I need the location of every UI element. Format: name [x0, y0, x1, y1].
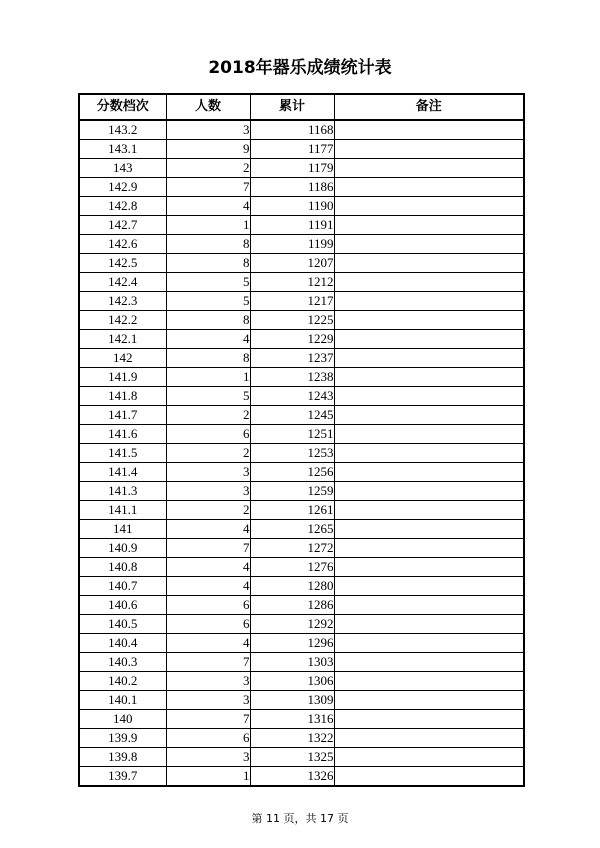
note-cell [334, 406, 524, 425]
score-cell: 141.7 [79, 406, 166, 425]
count-cell: 8 [166, 349, 250, 368]
score-cell: 143 [79, 159, 166, 178]
note-cell [334, 349, 524, 368]
page-title: 2018年器乐成绩统计表 [208, 58, 392, 78]
count-cell: 8 [166, 311, 250, 330]
cumulative-cell: 1280 [250, 577, 334, 596]
score-cell: 141.1 [79, 501, 166, 520]
table-row [79, 463, 524, 482]
cumulative-cell: 1303 [250, 653, 334, 672]
count-cell: 6 [166, 425, 250, 444]
table-row [79, 273, 524, 292]
cumulative-cell: 1326 [250, 767, 334, 787]
cumulative-cell: 1229 [250, 330, 334, 349]
note-cell [334, 748, 524, 767]
score-cell: 140.7 [79, 577, 166, 596]
count-cell: 1 [166, 216, 250, 235]
note-cell [334, 729, 524, 748]
table-row [79, 349, 524, 368]
count-cell: 3 [166, 748, 250, 767]
table-row [79, 729, 524, 748]
score-cell: 142.7 [79, 216, 166, 235]
note-cell [334, 254, 524, 273]
count-cell: 4 [166, 520, 250, 539]
table-row [79, 197, 524, 216]
score-table [78, 93, 525, 787]
score-cell: 142.2 [79, 311, 166, 330]
cumulative-cell: 1238 [250, 368, 334, 387]
table-row [79, 216, 524, 235]
table-row [79, 368, 524, 387]
note-cell [334, 672, 524, 691]
note-cell [334, 596, 524, 615]
score-cell: 142.9 [79, 178, 166, 197]
table-row [79, 558, 524, 577]
cumulative-cell: 1253 [250, 444, 334, 463]
score-cell: 142.8 [79, 197, 166, 216]
count-cell: 2 [166, 501, 250, 520]
count-cell: 3 [166, 672, 250, 691]
score-cell: 140 [79, 710, 166, 729]
cumulative-cell: 1259 [250, 482, 334, 501]
count-cell: 5 [166, 292, 250, 311]
note-cell [334, 577, 524, 596]
table-row [79, 292, 524, 311]
table-row [79, 691, 524, 710]
cumulative-cell: 1325 [250, 748, 334, 767]
score-cell: 139.7 [79, 767, 166, 787]
note-cell [334, 501, 524, 520]
score-cell: 141.4 [79, 463, 166, 482]
note-cell [334, 387, 524, 406]
score-cell: 140.5 [79, 615, 166, 634]
score-cell: 140.2 [79, 672, 166, 691]
note-cell [334, 767, 524, 787]
table-row [79, 482, 524, 501]
note-cell [334, 330, 524, 349]
count-cell: 8 [166, 254, 250, 273]
score-cell: 140.4 [79, 634, 166, 653]
note-cell [334, 120, 524, 140]
score-cell: 142.6 [79, 235, 166, 254]
score-cell: 140.8 [79, 558, 166, 577]
header-note: 备注 [334, 94, 524, 120]
count-cell: 5 [166, 387, 250, 406]
cumulative-cell: 1316 [250, 710, 334, 729]
note-cell [334, 235, 524, 254]
cumulative-cell: 1286 [250, 596, 334, 615]
table-row [79, 178, 524, 197]
count-cell: 7 [166, 710, 250, 729]
score-cell: 142.4 [79, 273, 166, 292]
count-cell: 3 [166, 691, 250, 710]
score-cell: 140.6 [79, 596, 166, 615]
page-footer: 第 11 页，共 17 页 [251, 812, 349, 825]
count-cell: 6 [166, 615, 250, 634]
count-cell: 6 [166, 729, 250, 748]
score-cell: 140.1 [79, 691, 166, 710]
count-cell: 9 [166, 140, 250, 159]
note-cell [334, 539, 524, 558]
table-row [79, 577, 524, 596]
note-cell [334, 197, 524, 216]
cumulative-cell: 1265 [250, 520, 334, 539]
note-cell [334, 178, 524, 197]
note-cell [334, 691, 524, 710]
table-row [79, 653, 524, 672]
score-cell: 142.5 [79, 254, 166, 273]
note-cell [334, 710, 524, 729]
cumulative-cell: 1306 [250, 672, 334, 691]
score-cell: 141.6 [79, 425, 166, 444]
table-row [79, 615, 524, 634]
count-cell: 3 [166, 120, 250, 140]
cumulative-cell: 1212 [250, 273, 334, 292]
count-cell: 4 [166, 634, 250, 653]
cumulative-cell: 1251 [250, 425, 334, 444]
table-row [79, 672, 524, 691]
cumulative-cell: 1190 [250, 197, 334, 216]
note-cell [334, 368, 524, 387]
table-row [79, 254, 524, 273]
cumulative-cell: 1309 [250, 691, 334, 710]
count-cell: 5 [166, 273, 250, 292]
header-count: 人数 [166, 94, 250, 120]
note-cell [334, 311, 524, 330]
table-row [79, 425, 524, 444]
count-cell: 2 [166, 159, 250, 178]
note-cell [334, 140, 524, 159]
table-row [79, 710, 524, 729]
count-cell: 4 [166, 197, 250, 216]
cumulative-cell: 1186 [250, 178, 334, 197]
note-cell [334, 216, 524, 235]
score-cell: 142.1 [79, 330, 166, 349]
score-cell: 139.8 [79, 748, 166, 767]
table-row [79, 140, 524, 159]
table-row [79, 235, 524, 254]
cumulative-cell: 1207 [250, 254, 334, 273]
table-row [79, 330, 524, 349]
score-cell: 143.1 [79, 140, 166, 159]
score-cell: 140.9 [79, 539, 166, 558]
count-cell: 2 [166, 406, 250, 425]
note-cell [334, 463, 524, 482]
cumulative-cell: 1191 [250, 216, 334, 235]
count-cell: 4 [166, 330, 250, 349]
cumulative-cell: 1256 [250, 463, 334, 482]
table-row [79, 444, 524, 463]
count-cell: 7 [166, 539, 250, 558]
score-cell: 142.3 [79, 292, 166, 311]
cumulative-cell: 1296 [250, 634, 334, 653]
cumulative-cell: 1292 [250, 615, 334, 634]
table-row [79, 596, 524, 615]
header-cumulative: 累计 [250, 94, 334, 120]
table-row [79, 520, 524, 539]
table-row [79, 159, 524, 178]
note-cell [334, 653, 524, 672]
score-cell: 141.5 [79, 444, 166, 463]
count-cell: 1 [166, 767, 250, 787]
cumulative-cell: 1168 [250, 120, 334, 140]
table-row [79, 539, 524, 558]
note-cell [334, 292, 524, 311]
table-row [79, 748, 524, 767]
count-cell: 4 [166, 558, 250, 577]
cumulative-cell: 1237 [250, 349, 334, 368]
score-cell: 140.3 [79, 653, 166, 672]
count-cell: 3 [166, 482, 250, 501]
table-row [79, 387, 524, 406]
table-row [79, 406, 524, 425]
note-cell [334, 615, 524, 634]
score-cell: 143.2 [79, 120, 166, 140]
table-row [79, 120, 524, 140]
cumulative-cell: 1261 [250, 501, 334, 520]
table-row [79, 767, 524, 787]
cumulative-cell: 1217 [250, 292, 334, 311]
cumulative-cell: 1179 [250, 159, 334, 178]
score-cell: 142 [79, 349, 166, 368]
cumulative-cell: 1276 [250, 558, 334, 577]
table-header-row [79, 94, 524, 120]
count-cell: 3 [166, 463, 250, 482]
count-cell: 7 [166, 653, 250, 672]
cumulative-cell: 1225 [250, 311, 334, 330]
note-cell [334, 520, 524, 539]
note-cell [334, 558, 524, 577]
cumulative-cell: 1177 [250, 140, 334, 159]
score-cell: 141.8 [79, 387, 166, 406]
table-body [79, 120, 524, 786]
score-cell: 141.3 [79, 482, 166, 501]
note-cell [334, 482, 524, 501]
table-row [79, 501, 524, 520]
cumulative-cell: 1322 [250, 729, 334, 748]
cumulative-cell: 1243 [250, 387, 334, 406]
count-cell: 6 [166, 596, 250, 615]
count-cell: 7 [166, 178, 250, 197]
table-row [79, 634, 524, 653]
note-cell [334, 634, 524, 653]
cumulative-cell: 1199 [250, 235, 334, 254]
count-cell: 4 [166, 577, 250, 596]
score-cell: 139.9 [79, 729, 166, 748]
note-cell [334, 273, 524, 292]
note-cell [334, 425, 524, 444]
count-cell: 8 [166, 235, 250, 254]
cumulative-cell: 1272 [250, 539, 334, 558]
note-cell [334, 159, 524, 178]
score-cell: 141.9 [79, 368, 166, 387]
count-cell: 2 [166, 444, 250, 463]
table-row [79, 311, 524, 330]
count-cell: 1 [166, 368, 250, 387]
note-cell [334, 444, 524, 463]
score-cell: 141 [79, 520, 166, 539]
header-score: 分数档次 [79, 94, 166, 120]
cumulative-cell: 1245 [250, 406, 334, 425]
